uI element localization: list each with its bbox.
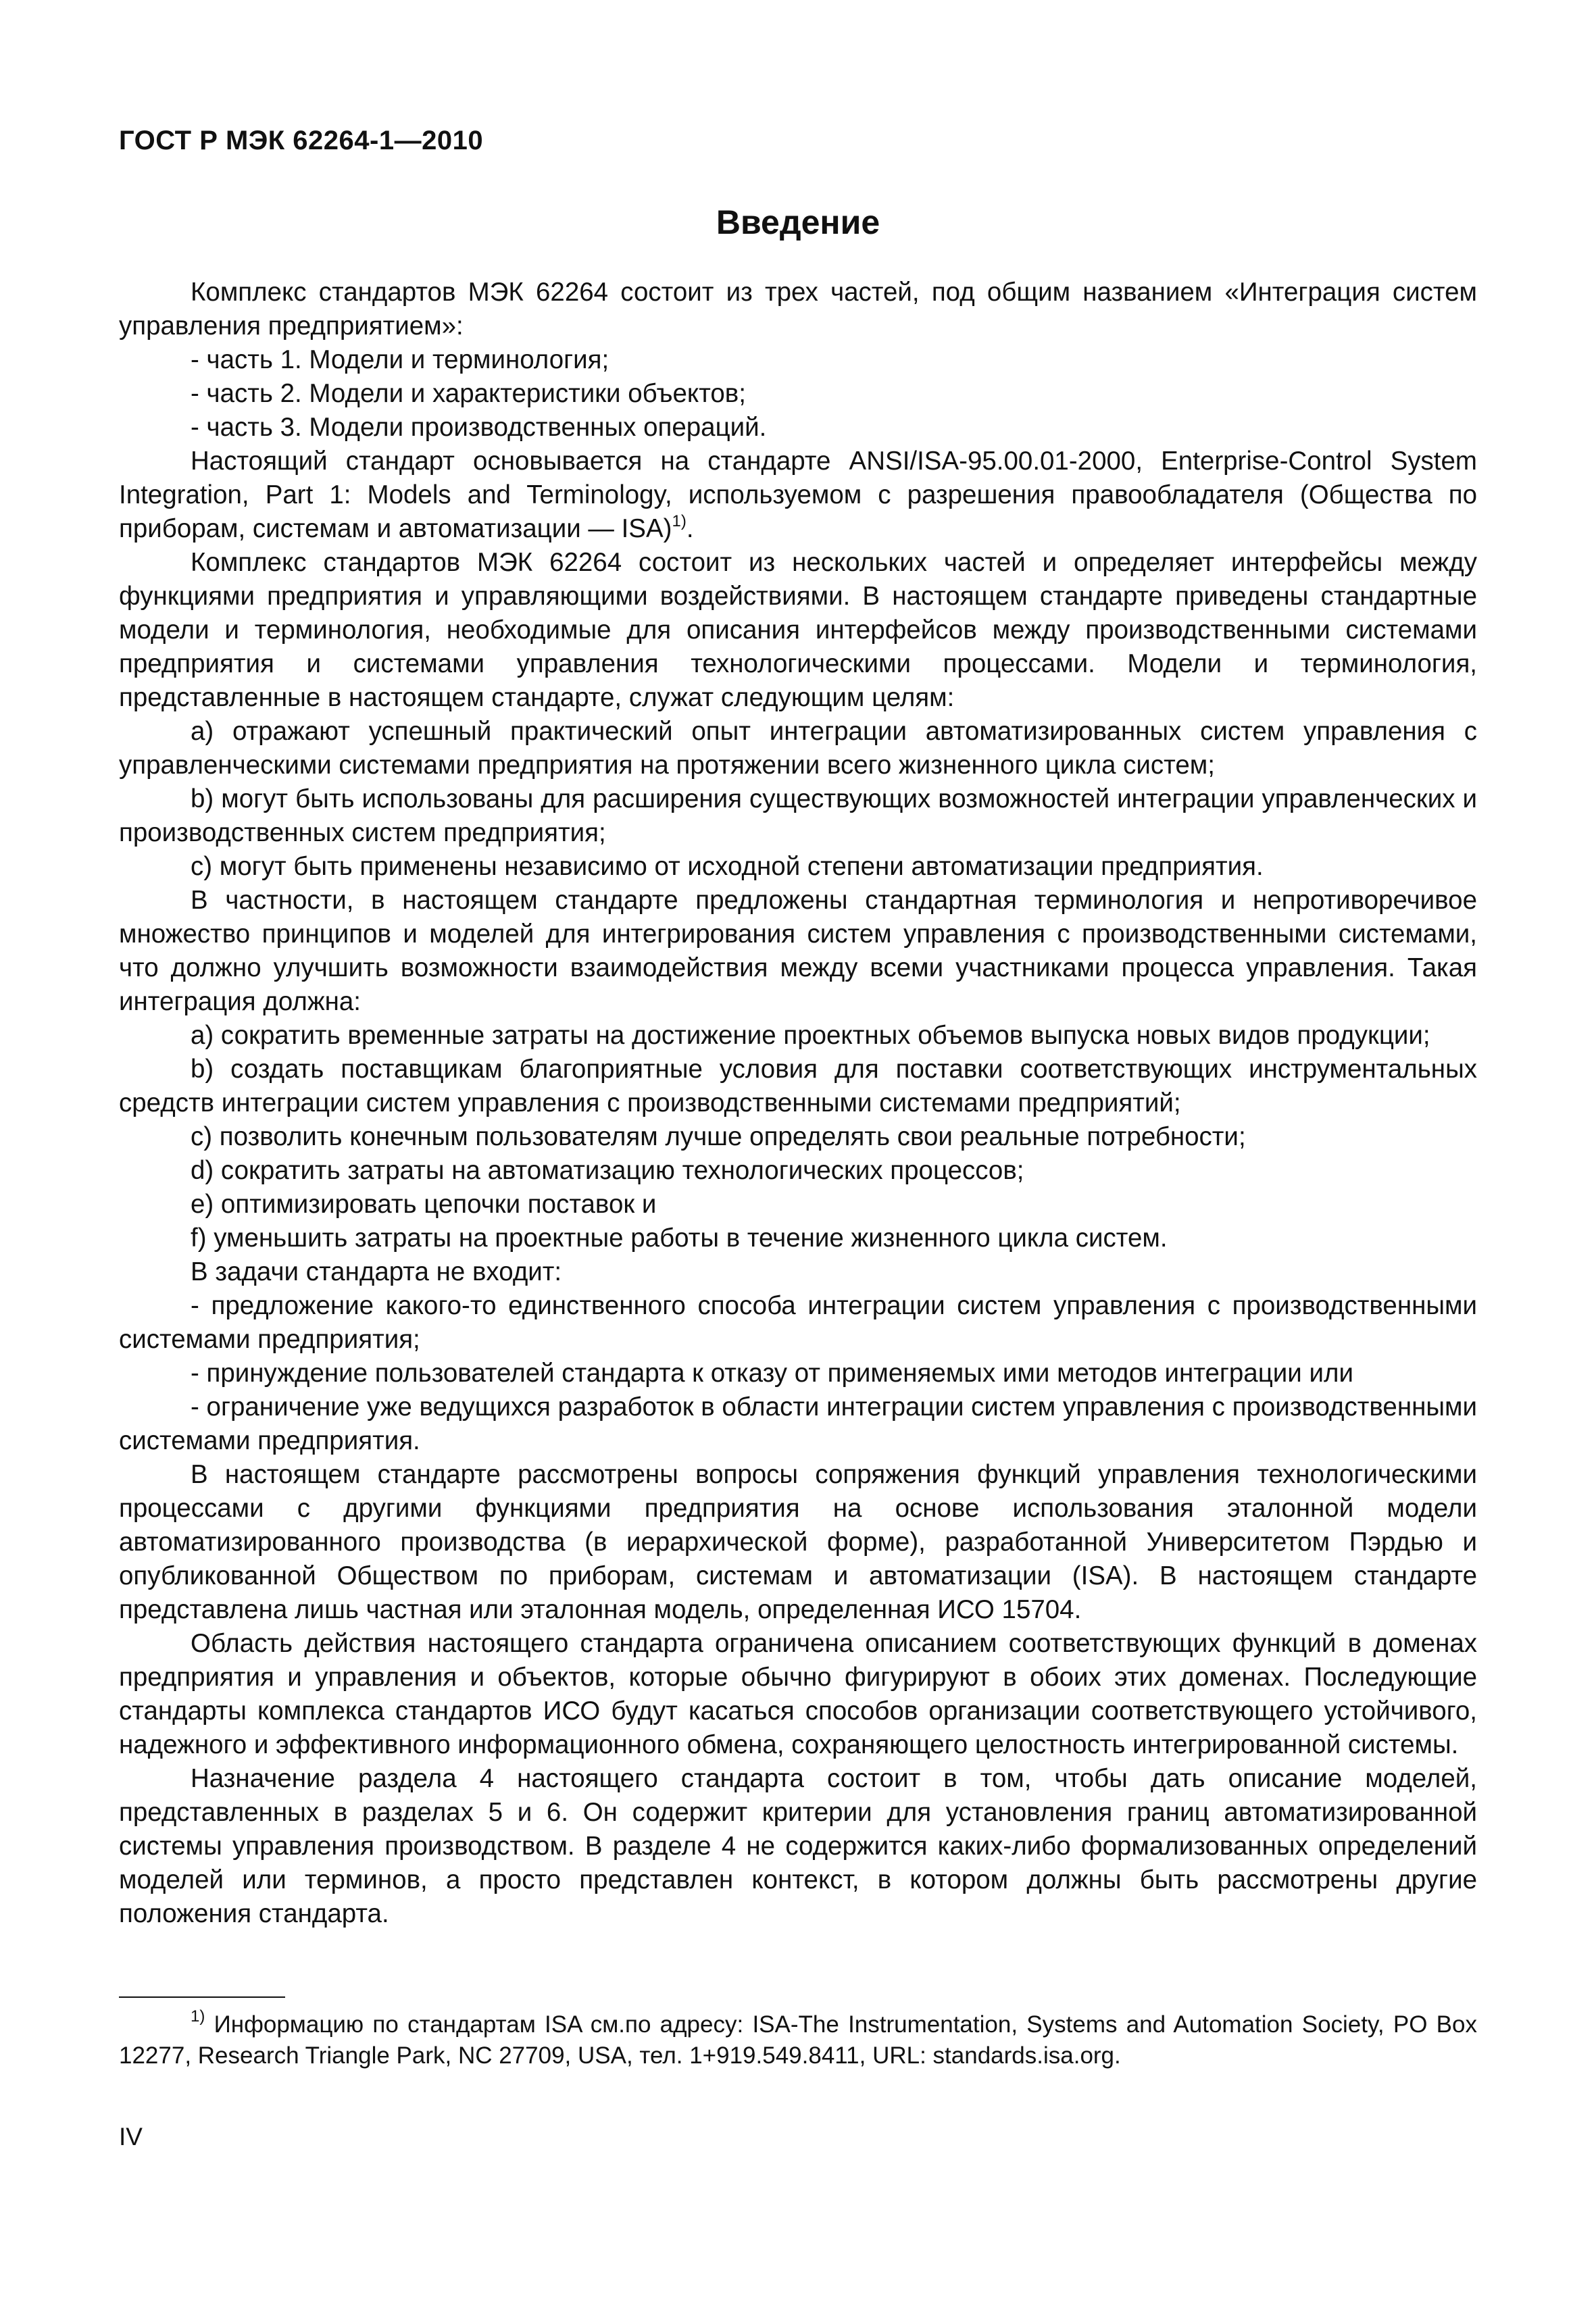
body-text xyxy=(119,276,1477,1931)
list-item: b) могут быть использованы для расширения существующих возможностей интеграции управленческих и производственных систем предприятия; xyxy=(119,784,1477,847)
paragraph: Комплекс стандартов МЭК 62264 состоит из нескольких частей и определяет интерфейсы между функциями предприятия и управляющими воздействиями. В настоящем стандарте приведены стандартные модели и терминология, необходимые для описания интерфейсов между производственными системами предприятия и системами управления технологическими процессами. Модели и терминология, представленные в настоящем стандарте, служат следующим целям: xyxy=(119,548,1477,712)
list-item: - часть 1. Модели и терминология; xyxy=(191,345,609,374)
list-item: a) сократить временные затраты на достижение проектных объемов выпуска новых видов продукции; xyxy=(191,1021,1430,1050)
list-item: e) оптимизировать цепочки поставок и xyxy=(191,1190,657,1219)
document-id-header: ГОСТ Р МЭК 62264-1—2010 xyxy=(119,126,484,155)
list-item: - часть 3. Модели производственных операций. xyxy=(191,413,767,442)
list-item: f) уменьшить затраты на проектные работы в течение жизненного цикла систем. xyxy=(191,1224,1168,1253)
paragraph-text: Настоящий стандарт основывается на стандарте ANSI/ISA-95.00.01-2000, Enterprise-Control System Integration, Part 1: Models and Terminology, используемом с разрешения правообладателя (Общества по приборам, системам и автоматизации — ISA) xyxy=(119,447,1477,543)
paragraph: Настоящий стандарт основывается на стандарте ANSI/ISA-95.00.01-2000, Enterprise-Control System Integration, Part 1: Models and Terminology, используемом с разрешения правообладателя (Общества по приборам, системам и автоматизации — ISA)$^{1)}$. xyxy=(119,447,1477,543)
footnote-text xyxy=(119,2009,1477,2071)
list-item: - часть 2. Модели и характеристики объектов; xyxy=(191,379,746,408)
list-item: - принуждение пользователей стандарта к отказу от применяемых ими методов интеграции или xyxy=(191,1359,1353,1388)
list-item: - предложение какого-то единственного способа интеграции систем управления с производственными системами предприятия; xyxy=(119,1291,1477,1354)
list-item: c) могут быть применены независимо от исходной степени автоматизации предприятия. xyxy=(191,852,1264,881)
footnote-marker: 1) xyxy=(191,2007,205,2026)
footnote xyxy=(119,2009,1477,2071)
list-item: a) отражают успешный практический опыт интеграции автоматизированных систем управления с управленческими системами предприятия на протяжении всего жизненного цикла систем; xyxy=(119,717,1477,780)
paragraph: В задачи стандарта не входит: xyxy=(191,1257,562,1286)
paragraph: Область действия настоящего стандарта ограничена описанием соответствующих функций в доменах предприятия и управления и объектов, которые обычно фигурируют в обоих этих доменах. Последующие стандарты комплекса стандартов ИСО будут касаться способов организации соответствующего устойчивого, надежного и эффективного информационного обмена, сохраняющего целостность интегрированной системы. xyxy=(119,1629,1477,1759)
section-title: Введение xyxy=(716,203,880,241)
page-number: IV xyxy=(119,2123,143,2150)
footnote-divider xyxy=(119,1996,285,1998)
paragraph: В настоящем стандарте рассмотрены вопросы сопряжения функций управления технологическими процессами с другими функциями предприятия на основе использования эталонной модели автоматизированного производства (в иерархической форме), разработанной Университетом Пэрдью и опубликованной Обществом по приборам, системам и автоматизации (ISA). В настоящем стандарте представлена лишь частная или эталонная модель, определенная ИСО 15704. xyxy=(119,1460,1477,1624)
footnote-reference: 1) xyxy=(672,512,687,530)
list-item: b) создать поставщикам благоприятные условия для поставки соответствующих инструментальных средств интеграции систем управления с производственными системами предприятий; xyxy=(119,1055,1477,1117)
footnote-body: Информацию по стандартам ISA см.по адресу: ISA-The Instrumentation, Systems and Automation Society, PO Box 12277, Research Triangle Park, NC 27709, USA, тел. 1+919.549.8411, URL: standards.isa.org. xyxy=(119,2011,1477,2069)
paragraph: Комплекс стандартов МЭК 62264 состоит из трех частей, под общим названием «Интеграция систем управления предприятием»: xyxy=(119,278,1477,341)
list-item: c) позволить конечным пользователям лучше определять свои реальные потребности; xyxy=(191,1122,1246,1151)
list-item: d) сократить затраты на автоматизацию технологических процессов; xyxy=(191,1156,1024,1185)
paragraph: Назначение раздела 4 настоящего стандарта состоит в том, чтобы дать описание моделей, представленных в разделах 5 и 6. Он содержит критерии для установления границ автоматизированной системы управления производством. В разделе 4 не содержится каких-либо формализованных определений моделей или терминов, а просто представлен контекст, в котором должны быть рассмотрены другие положения стандарта. xyxy=(119,1764,1477,1928)
paragraph: В частности, в настоящем стандарте предложены стандартная терминология и непротиворечивое множество принципов и моделей для интегрирования систем управления с производственными системами, что должно улучшить возможности взаимодействия между всеми участниками процесса управления. Такая интеграция должна: xyxy=(119,886,1477,1016)
list-item: - ограничение уже ведущихся разработок в области интеграции систем управления с производственными системами предприятия. xyxy=(119,1392,1477,1455)
